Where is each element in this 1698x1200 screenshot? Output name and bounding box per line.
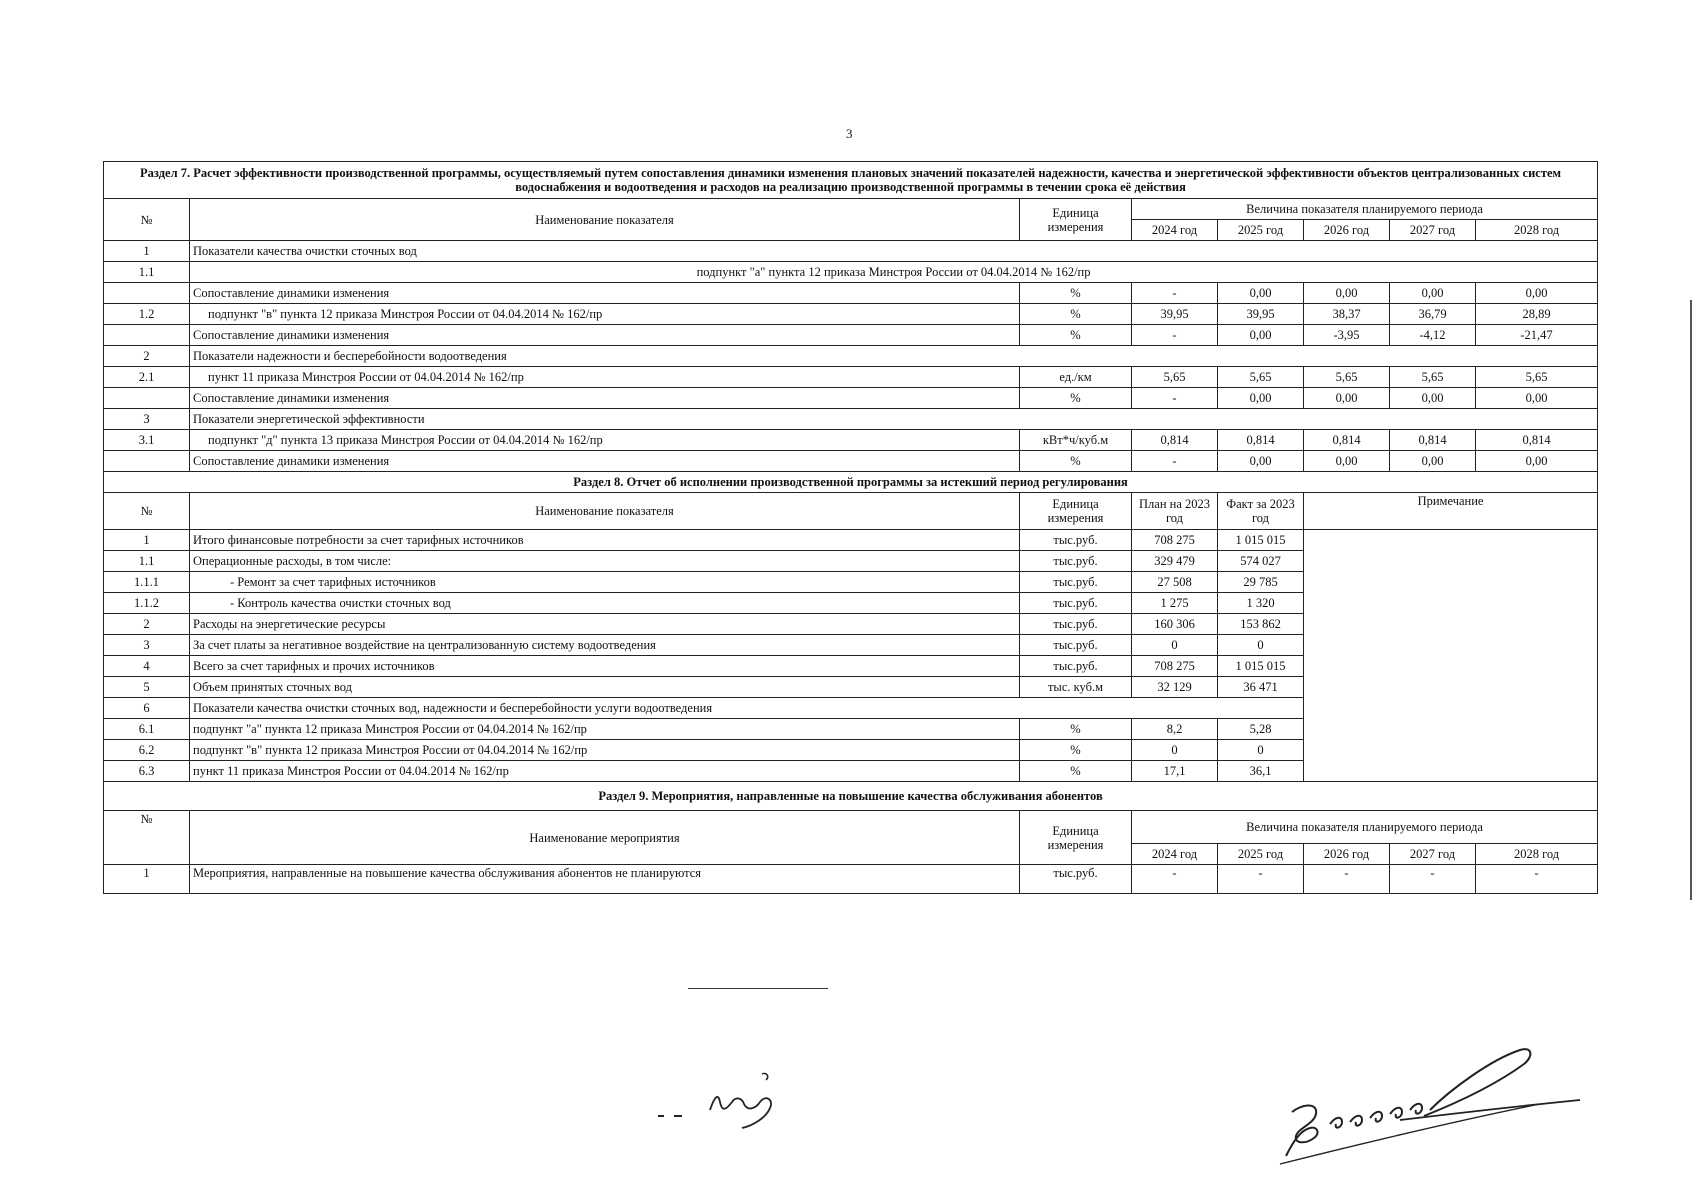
value-cell: 0,00 — [1476, 283, 1598, 304]
value-cell: 0,00 — [1390, 388, 1476, 409]
section9-title-row — [104, 782, 1598, 811]
year-header: 2024 год — [1132, 220, 1218, 241]
measure-name: Мероприятия, направленные на повышение качества обслуживания абонентов не планируются — [190, 865, 1020, 894]
row-number: 1 — [104, 241, 190, 262]
year-header: 2025 год — [1218, 844, 1304, 865]
row-number: 3 — [104, 409, 190, 430]
table-row — [104, 346, 1598, 367]
table-row — [104, 865, 1598, 894]
value-cell: 0,00 — [1476, 451, 1598, 472]
document-sheet — [103, 161, 1597, 894]
value-cell: 0,00 — [1390, 283, 1476, 304]
section7-title: Раздел 7. Расчет эффективности производственной программы, осуществляемый путем сопоставления динамики изменения плановых значений показателей надежности, качества и энергетической эффективности объектов централизованных систем водоснабжения и водоотведения и расходов на реализацию производственной программы в течении срока её действия — [104, 162, 1598, 199]
unit-cell: тыс.руб. — [1020, 656, 1132, 677]
col-unit-header: Единица измерения — [1020, 199, 1132, 241]
value-cell: 5,65 — [1476, 367, 1598, 388]
table-row — [104, 451, 1598, 472]
indicator-name: За счет платы за негативное воздействие на централизованную систему водоотведения — [190, 635, 1020, 656]
year-header: 2028 год — [1476, 220, 1598, 241]
plan-value: 329 479 — [1132, 551, 1218, 572]
col-unit-header: Единица измерения — [1020, 493, 1132, 530]
fact-value: 1 320 — [1218, 593, 1304, 614]
indicator-name: Сопоставление динамики изменения — [190, 325, 1020, 346]
unit-cell: тыс.руб. — [1020, 593, 1132, 614]
row-number: 2.1 — [104, 367, 190, 388]
indicator-name: подпункт "д" пункта 13 приказа Минстроя России от 04.04.2014 № 162/пр — [190, 430, 1020, 451]
director-signature — [1270, 1040, 1590, 1170]
indicator-name: Расходы на энергетические ресурсы — [190, 614, 1020, 635]
table-row — [104, 530, 1598, 551]
col-period-header: Величина показателя планируемого периода — [1132, 811, 1598, 844]
table-row — [104, 367, 1598, 388]
plan-value: 32 129 — [1132, 677, 1218, 698]
plan-value: 8,2 — [1132, 719, 1218, 740]
fact-value: 153 862 — [1218, 614, 1304, 635]
year-header: 2024 год — [1132, 844, 1218, 865]
year-header: 2026 год — [1304, 844, 1390, 865]
unit-cell: тыс.руб. — [1020, 551, 1132, 572]
fact-value: 0 — [1218, 740, 1304, 761]
plan-value: 708 275 — [1132, 530, 1218, 551]
unit-cell: % — [1020, 761, 1132, 782]
section9-title: Раздел 9. Мероприятия, направленные на повышение качества обслуживания абонентов — [104, 782, 1598, 811]
col-name-header: Наименование показателя — [190, 493, 1020, 530]
indicator-name: подпункт "в" пункта 12 приказа Минстроя России от 04.04.2014 № 162/пр — [190, 304, 1020, 325]
indicator-name: подпункт "а" пункта 12 приказа Минстроя России от 04.04.2014 № 162/пр — [190, 719, 1020, 740]
value-cell: 0,00 — [1390, 451, 1476, 472]
value-cell: -21,47 — [1476, 325, 1598, 346]
section8-title-row — [104, 472, 1598, 493]
unit-cell: % — [1020, 719, 1132, 740]
value-cell: 0,00 — [1304, 451, 1390, 472]
indicator-name: - Контроль качества очистки сточных вод — [190, 593, 1020, 614]
indicator-name: Всего за счет тарифных и прочих источников — [190, 656, 1020, 677]
value-cell: - — [1390, 865, 1476, 894]
unit-cell: ед./км — [1020, 367, 1132, 388]
value-cell: 0,00 — [1304, 283, 1390, 304]
row-number: 5 — [104, 677, 190, 698]
indicator-name: Объем принятых сточных вод — [190, 677, 1020, 698]
year-header: 2027 год — [1390, 220, 1476, 241]
row-number: 1.1.2 — [104, 593, 190, 614]
fact-value: 36,1 — [1218, 761, 1304, 782]
unit-cell: тыс.руб. — [1020, 530, 1132, 551]
value-cell: 0,00 — [1476, 388, 1598, 409]
row-number: 2 — [104, 614, 190, 635]
fact-value: 574 027 — [1218, 551, 1304, 572]
table-row — [104, 388, 1598, 409]
year-header: 2026 год — [1304, 220, 1390, 241]
section9-header-row — [104, 811, 1598, 844]
row-number: 1.1 — [104, 551, 190, 572]
scan-edge-mark — [1690, 300, 1692, 900]
fact-value: 1 015 015 — [1218, 656, 1304, 677]
col-plan-header: План на 2023 год — [1132, 493, 1218, 530]
section7-header-row — [104, 199, 1598, 220]
row-number: 1.1.1 — [104, 572, 190, 593]
col-fact-header: Факт за 2023 год — [1218, 493, 1304, 530]
row-number — [104, 283, 190, 304]
value-cell: 0,814 — [1304, 430, 1390, 451]
col-unit-header: Единица измерения — [1020, 811, 1132, 865]
fact-value: 36 471 — [1218, 677, 1304, 698]
section8-header-row — [104, 493, 1598, 530]
plan-value: 1 275 — [1132, 593, 1218, 614]
value-cell: 36,79 — [1390, 304, 1476, 325]
unit-cell: % — [1020, 388, 1132, 409]
unit-cell: тыс.руб. — [1020, 614, 1132, 635]
indicator-name: пункт 11 приказа Минстроя России от 04.04.2014 № 162/пр — [190, 367, 1020, 388]
indicator-name: подпункт "в" пункта 12 приказа Минстроя России от 04.04.2014 № 162/пр — [190, 740, 1020, 761]
value-cell: 0,00 — [1218, 451, 1304, 472]
group-title: Показатели качества очистки сточных вод — [190, 241, 1598, 262]
value-cell: 0,00 — [1218, 283, 1304, 304]
indicator-name: Сопоставление динамики изменения — [190, 388, 1020, 409]
row-number: 6 — [104, 698, 190, 719]
group-title: Показатели качества очистки сточных вод, надежности и бесперебойности услуги водоотведения — [190, 698, 1304, 719]
value-cell: 5,65 — [1390, 367, 1476, 388]
row-number — [104, 325, 190, 346]
value-cell: 0,814 — [1132, 430, 1218, 451]
unit-cell: % — [1020, 325, 1132, 346]
col-name-header: Наименование мероприятия — [190, 811, 1020, 865]
plan-value: 17,1 — [1132, 761, 1218, 782]
col-no-header: № — [104, 493, 190, 530]
table-row — [104, 325, 1598, 346]
unit-cell: кВт*ч/куб.м — [1020, 430, 1132, 451]
row-number: 6.2 — [104, 740, 190, 761]
plan-value: 160 306 — [1132, 614, 1218, 635]
fact-value: 29 785 — [1218, 572, 1304, 593]
value-cell: - — [1132, 388, 1218, 409]
plan-value: 0 — [1132, 635, 1218, 656]
value-cell: - — [1132, 865, 1218, 894]
row-number: 6.3 — [104, 761, 190, 782]
row-number: 3 — [104, 635, 190, 656]
table-row — [104, 409, 1598, 430]
plan-value: 27 508 — [1132, 572, 1218, 593]
row-number: 4 — [104, 656, 190, 677]
indicator-name: - Ремонт за счет тарифных источников — [190, 572, 1020, 593]
subgroup-title: подпункт "а" пункта 12 приказа Минстроя России от 04.04.2014 № 162/пр — [190, 262, 1598, 283]
value-cell: - — [1476, 865, 1598, 894]
value-cell: - — [1132, 283, 1218, 304]
value-cell: 0,00 — [1218, 325, 1304, 346]
table-row — [104, 304, 1598, 325]
row-number: 1 — [104, 530, 190, 551]
value-cell: 0,814 — [1218, 430, 1304, 451]
value-cell: 0,00 — [1218, 388, 1304, 409]
fact-value: 5,28 — [1218, 719, 1304, 740]
unit-cell: % — [1020, 304, 1132, 325]
indicator-name: пункт 11 приказа Минстроя России от 04.04.2014 № 162/пр — [190, 761, 1020, 782]
year-header: 2025 год — [1218, 220, 1304, 241]
col-note-header: Примечание — [1304, 493, 1598, 530]
row-number: 6.1 — [104, 719, 190, 740]
unit-cell: % — [1020, 451, 1132, 472]
fact-value: 1 015 015 — [1218, 530, 1304, 551]
value-cell: - — [1218, 865, 1304, 894]
col-period-header: Величина показателя планируемого периода — [1132, 199, 1598, 220]
value-cell: - — [1132, 451, 1218, 472]
indicator-name: Операционные расходы, в том числе: — [190, 551, 1020, 572]
value-cell: 38,37 — [1304, 304, 1390, 325]
value-cell: -4,12 — [1390, 325, 1476, 346]
unit-cell: тыс.руб. — [1020, 572, 1132, 593]
value-cell: 5,65 — [1132, 367, 1218, 388]
value-cell: 39,95 — [1218, 304, 1304, 325]
value-cell: 28,89 — [1476, 304, 1598, 325]
value-cell: -3,95 — [1304, 325, 1390, 346]
value-cell: - — [1304, 865, 1390, 894]
plan-value: 708 275 — [1132, 656, 1218, 677]
row-number: 3.1 — [104, 430, 190, 451]
value-cell: 5,65 — [1304, 367, 1390, 388]
col-name-header: Наименование показателя — [190, 199, 1020, 241]
initials-signature — [650, 1068, 820, 1138]
col-no-header: № — [104, 199, 190, 241]
table-row — [104, 262, 1598, 283]
row-number: 1.1 — [104, 262, 190, 283]
value-cell: 39,95 — [1132, 304, 1218, 325]
note-cell — [1304, 530, 1598, 782]
row-number: 2 — [104, 346, 190, 367]
col-no-header: № — [104, 811, 190, 865]
year-header: 2028 год — [1476, 844, 1598, 865]
plan-value: 0 — [1132, 740, 1218, 761]
indicator-name: Сопоставление динамики изменения — [190, 451, 1020, 472]
unit-cell: тыс. куб.м — [1020, 677, 1132, 698]
year-header: 2027 год — [1390, 844, 1476, 865]
indicator-name: Сопоставление динамики изменения — [190, 283, 1020, 304]
table-row — [104, 283, 1598, 304]
value-cell: 0,00 — [1304, 388, 1390, 409]
report-table — [103, 161, 1598, 894]
unit-cell: % — [1020, 283, 1132, 304]
fact-value: 0 — [1218, 635, 1304, 656]
table-row — [104, 430, 1598, 451]
section8-title: Раздел 8. Отчет об исполнении производственной программы за истекший период регулирования — [104, 472, 1598, 493]
row-number: 1 — [104, 865, 190, 894]
group-title: Показатели надежности и бесперебойности водоотведения — [190, 346, 1598, 367]
value-cell: 0,814 — [1390, 430, 1476, 451]
unit-cell: тыс.руб. — [1020, 865, 1132, 894]
unit-cell: % — [1020, 740, 1132, 761]
row-number: 1.2 — [104, 304, 190, 325]
page-number: 3 — [846, 126, 853, 141]
indicator-name: Итого финансовые потребности за счет тарифных источников — [190, 530, 1020, 551]
row-number — [104, 388, 190, 409]
unit-cell: тыс.руб. — [1020, 635, 1132, 656]
separator-line — [688, 988, 828, 989]
value-cell: 0,814 — [1476, 430, 1598, 451]
value-cell: - — [1132, 325, 1218, 346]
row-number — [104, 451, 190, 472]
group-title: Показатели энергетической эффективности — [190, 409, 1598, 430]
table-row — [104, 241, 1598, 262]
value-cell: 5,65 — [1218, 367, 1304, 388]
section7-title-row — [104, 162, 1598, 199]
